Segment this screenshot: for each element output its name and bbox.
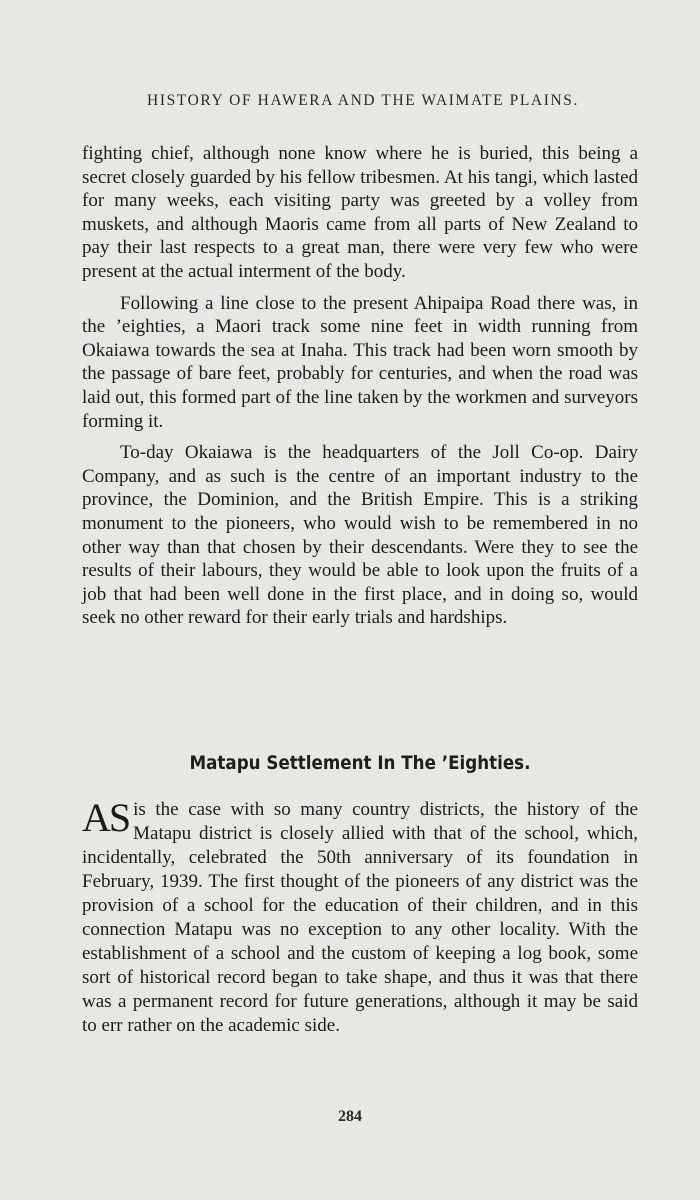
body-text [82,142,638,638]
section-paragraph: is the case with so many country districts, the history of the Matapu district is closely allied with that of the school, which, incidentally, celebrated the 50th anniversary of its foundation in February, 1939. The first thought of the pioneers of any district was the provision of a school for the education of their children, and in this connection Matapu was no exception to any other locality. With the establishment of a school and the custom of keeping a log book, some sort of historical record began to take shape, and thus it was that there was a permanent record for future generations, although it may be said to err rather on the academic side. [82,799,638,1036]
paragraph-3: To-day Okaiawa is the headquarters of the Joll Co-op. Dairy Company, and as such is the centre of an important industry to the province, the Dominion, and the British Empire. This is a striking monument to the pioneers, who would wish to be remembered in no other way than that chosen by their descendants. Were they to see the results of their labours, they would be able to look upon the fruits of a job that had been well done in the first place, and in doing so, would seek no other reward for their early trials and hardships. [82,442,638,629]
paragraph-2: Following a line close to the present Ahipaipa Road there was, in the ’eighties, a Maori track some nine feet in width running from Okaiawa towards the sea at Inaha. This track had been worn smooth by the passage of bare feet, probably for centuries, and when the road was laid out, this formed part of the line taken by the workmen and surveyors forming it. [82,292,638,432]
drop-cap: AS [82,795,130,840]
page-number: 284 [338,1108,362,1125]
running-head: HISTORY OF HAWERA AND THE WAIMATE PLAINS. [147,92,579,109]
section-body [82,795,638,1038]
section-heading: Matapu Settlement In The ’Eighties. [189,752,531,774]
paragraph-1: fighting chief, although none know where he is buried, this being a secret closely guarded by his fellow tribesmen. At his tangi, which lasted for many weeks, each visiting party was greeted by a volley from muskets, and although Maoris came from all parts of New Zealand to pay their last respects to a great man, there were very few who were present at the actual interment of the body. [82,143,638,282]
